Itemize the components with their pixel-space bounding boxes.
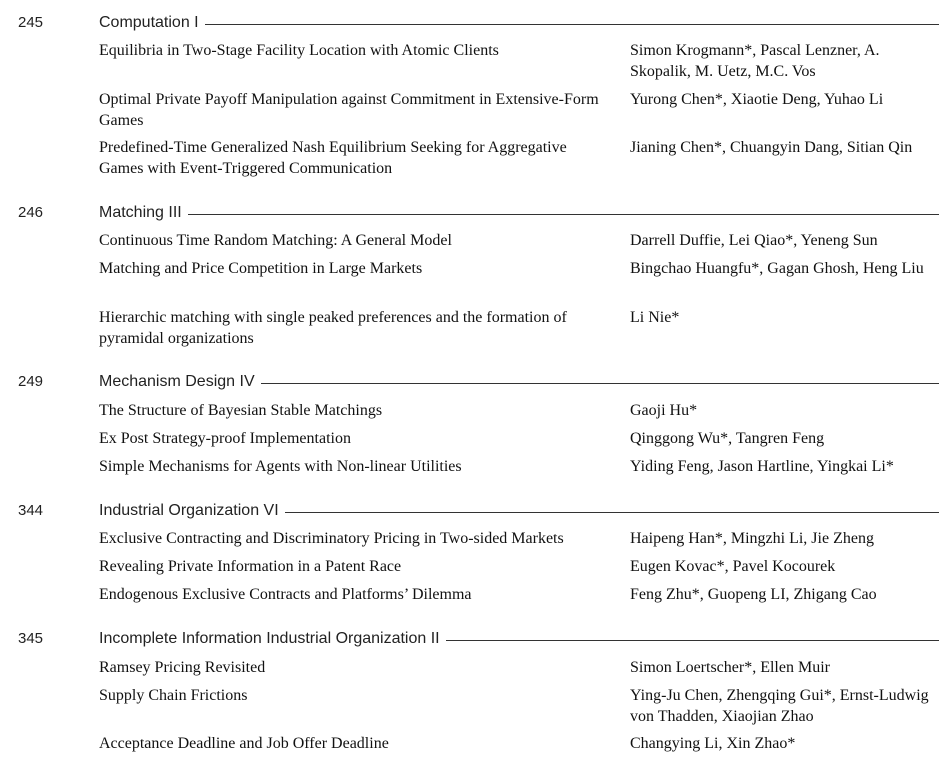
session-number: 344 [18,502,44,519]
paper-title: Acceptance Deadline and Job Offer Deadline [99,735,389,752]
paper-authors: Yiding Feng, Jason Hartline, Yingkai Li* [630,458,894,475]
session-header [99,13,939,33]
paper-authors: Haipeng Han*, Mingzhi Li, Jie Zheng [630,530,874,547]
paper-title: Continuous Time Random Matching: A General Model [99,232,452,249]
session-header [99,629,939,649]
session-header [99,203,939,223]
session-header [99,501,939,521]
session-title: Matching III [99,204,182,221]
paper-title: Supply Chain Frictions [99,687,248,704]
session-number: 245 [18,14,44,31]
paper-authors: Yurong Chen*, Xiaotie Deng, Yuhao Li [630,91,884,108]
paper-authors: Gaoji Hu* [630,402,698,419]
paper-title: Simple Mechanisms for Agents with Non-linear Utilities [99,458,462,475]
paper-authors: Eugen Kovac*, Pavel Kocourek [630,558,836,575]
session-number: 246 [18,204,44,221]
session-title: Mechanism Design IV [99,373,255,390]
session-divider [188,214,939,215]
paper-title: Hierarchic matching with single peaked preferences and the formation of pyramidal organizations [99,309,567,347]
paper-title: Predefined-Time Generalized Nash Equilibrium Seeking for Aggregative Games with Event-Triggered Communication [99,139,567,177]
paper-authors: Darrell Duffie, Lei Qiao*, Yeneng Sun [630,232,878,249]
session-divider [205,24,939,25]
paper-title: Equilibria in Two-Stage Facility Location with Atomic Clients [99,42,499,59]
paper-authors: Li Nie* [630,309,680,326]
paper-title: Exclusive Contracting and Discriminatory Pricing in Two-sided Markets [99,530,564,547]
paper-authors: Qinggong Wu*, Tangren Feng [630,430,825,447]
paper-authors: Changying Li, Xin Zhao* [630,735,796,752]
paper-authors: Bingchao Huangfu*, Gagan Ghosh, Heng Liu [630,260,924,277]
session-number: 249 [18,373,44,390]
paper-authors: Feng Zhu*, Guopeng LI, Zhigang Cao [630,586,877,603]
session-title: Computation I [99,14,199,31]
paper-title: The Structure of Bayesian Stable Matchings [99,402,383,419]
paper-authors: Simon Loertscher*, Ellen Muir [630,659,830,676]
paper-title: Endogenous Exclusive Contracts and Platforms’ Dilemma [99,586,472,603]
session-title: Industrial Organization VI [99,502,279,519]
paper-title: Matching and Price Competition in Large Markets [99,260,423,277]
paper-authors: Ying-Ju Chen, Zhengqing Gui*, Ernst-Ludwig von Thadden, Xiaojian Zhao [630,687,929,725]
session-divider [446,640,939,641]
paper-title: Optimal Private Payoff Manipulation against Commitment in Extensive-Form Games [99,91,599,129]
paper-title: Revealing Private Information in a Patent Race [99,558,402,575]
paper-authors: Simon Krogmann*, Pascal Lenzner, A. Skopalik, M. Uetz, M.C. Vos [630,42,880,80]
paper-title: Ex Post Strategy-proof Implementation [99,430,351,447]
paper-title: Ramsey Pricing Revisited [99,659,266,676]
session-title: Incomplete Information Industrial Organization II [99,630,440,647]
session-divider [261,383,939,384]
session-divider [285,512,939,513]
session-number: 345 [18,630,44,647]
paper-authors: Jianing Chen*, Chuangyin Dang, Sitian Qin [630,139,913,156]
session-header [99,372,939,392]
